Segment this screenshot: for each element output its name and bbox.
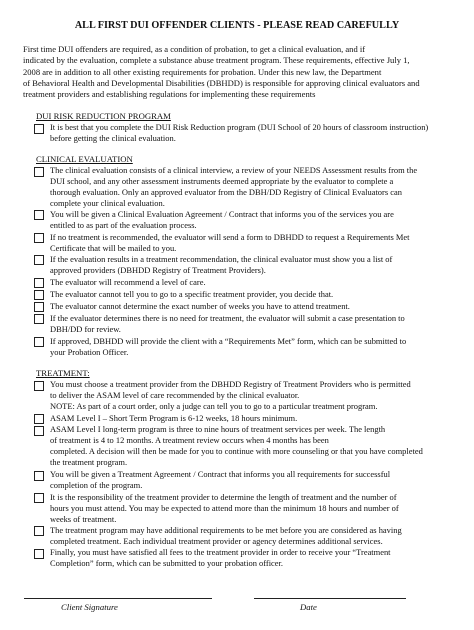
date-label: Date xyxy=(300,602,317,612)
checklist-item-text: The evaluator will recommend a level of care. xyxy=(50,277,206,287)
checkbox[interactable] xyxy=(34,124,44,134)
checklist-item-text: ASAM Level I long-term program is three to nine hours of treatment services per week. The length xyxy=(50,424,386,434)
checklist-item-text: complete your clinical evaluation. xyxy=(50,198,165,208)
checkbox[interactable] xyxy=(34,302,44,312)
intro-line: indicated by the evaluation, complete a substance abuse treatment program. These requirements, effective July 1, xyxy=(23,55,410,65)
checklist-item-text: The evaluator cannot tell you to go to a specific treatment provider, you decide that. xyxy=(50,289,334,299)
intro-line: of Behavioral Health and Developmental Disabilities (DBHDD) is responsible for approving clinical evaluators and xyxy=(23,78,420,88)
checkbox[interactable] xyxy=(34,471,44,481)
intro-line: treatment providers and establishing regulations for implementing these requirements xyxy=(23,89,316,99)
checklist-item-text: thorough evaluation. Only an approved evaluator from the DBH/DD Registry of Clinical Evaluators can xyxy=(50,187,402,197)
checklist-item-text: of treatment is 4 to 12 months. A treatment review occurs when 4 months has been xyxy=(50,435,329,445)
checklist-item-text: to deliver the ASAM level of care recommended by the clinical evaluator. xyxy=(50,390,300,400)
checkbox[interactable] xyxy=(34,290,44,300)
checklist-item-text: your Probation Officer. xyxy=(50,347,129,357)
checklist-item-text: approved providers (DBHDD Registry of Treatment Providers). xyxy=(50,265,266,275)
checklist-item-text: ASAM Level I – Short Term Program is 6-12 weeks, 18 hours minimum. xyxy=(50,413,298,423)
page-title: ALL FIRST DUI OFFENDER CLIENTS - PLEASE READ CAREFULLY xyxy=(74,20,400,31)
checklist-item-text: DBH/DD for review. xyxy=(50,324,121,334)
date-line[interactable] xyxy=(254,598,406,599)
checklist-item-text: It is best that you complete the DUI Risk Reduction program (DUI School of 20 hours of classroom instruction) xyxy=(50,122,429,132)
checkbox[interactable] xyxy=(34,278,44,288)
intro-line: First time DUI offenders are required, as a condition of probation, to get a clinical evaluation, and if xyxy=(23,44,366,54)
checklist-item-text: The clinical evaluation consists of a clinical interview, a review of your NEEDS Assessment results from the xyxy=(50,165,418,175)
checkbox[interactable] xyxy=(34,233,44,243)
intro-line: 2008 are in addition to all other existing requirements for probation. Under this new law, the Department xyxy=(23,67,382,77)
checklist-item-text: Completion” form, which can be submitted to your probation officer. xyxy=(50,558,283,568)
checkbox[interactable] xyxy=(34,337,44,347)
checklist-item-text: The evaluator cannot determine the exact number of weeks you have to attend treatment. xyxy=(50,301,350,311)
checklist-item-text: If approved, DBHDD will provide the client with a “Requirements Met” form, which can be submitted to xyxy=(50,336,407,346)
client-signature-line[interactable] xyxy=(24,598,212,599)
checklist-item-text: completed treatment. Each individual treatment provider or agency determines additional services. xyxy=(50,536,383,546)
checklist-item-text: Certificate that will be mailed to you. xyxy=(50,243,177,253)
section-heading-risk-reduction: DUI RISK REDUCTION PROGRAM xyxy=(36,111,171,121)
section-heading-clinical-evaluation: CLINICAL EVALUATION xyxy=(36,154,133,164)
checklist-item-text: If the evaluation results in a treatment recommendation, the clinical evaluator must show you a list of xyxy=(50,254,393,264)
checklist-item-text: Finally, you must have satisfied all fees to the treatment provider in order to receive your “Treatment xyxy=(50,547,391,557)
checkbox[interactable] xyxy=(34,493,44,503)
checklist-item-text: You will be given a Clinical Evaluation Agreement / Contract that informs you of the services you are xyxy=(50,209,394,219)
checklist-item-text: completion of the program. xyxy=(50,480,143,490)
checkbox[interactable] xyxy=(34,526,44,536)
checkbox[interactable] xyxy=(34,255,44,265)
checkbox[interactable] xyxy=(34,210,44,220)
checklist-item-text: DUI school, and any other assessment instruments deemed appropriate by the evaluator to complete a xyxy=(50,176,394,186)
checklist-item-text: weeks of treatment. xyxy=(50,514,117,524)
checklist-item-text: If no treatment is recommended, the evaluator will send a form to DBHDD to request a Requirements Met xyxy=(50,232,410,242)
checkbox[interactable] xyxy=(34,414,44,424)
checklist-item-text: The treatment program may have additional requirements to be met before you are considered as having xyxy=(50,525,402,535)
checklist-item-text: NOTE: As part of a court order, only a judge can tell you to go to a particular treatment program. xyxy=(50,401,378,411)
checklist-item-text: hours you must attend. You may be expected to attend more than the minimum 18 hours and number of xyxy=(50,503,399,513)
checklist-item-text: If the evaluator determines there is no need for treatment, the evaluator will submit a case presentation to xyxy=(50,313,405,323)
checkbox[interactable] xyxy=(34,381,44,391)
checkbox[interactable] xyxy=(34,426,44,436)
checklist-item-text: before getting the clinical evaluation. xyxy=(50,133,176,143)
client-signature-label: Client Signature xyxy=(61,602,118,612)
checklist-item-text: It is the responsibility of the treatment provider to determine the length of treatment and the number of xyxy=(50,492,397,502)
section-heading-treatment: TREATMENT: xyxy=(36,368,90,378)
checklist-item-text: entitled to as part of the evaluation process. xyxy=(50,220,197,230)
checklist-item-text: You will be given a Treatment Agreement / Contract that informs you all requirements for successful xyxy=(50,469,391,479)
checklist-item-text: the treatment program. xyxy=(50,457,128,467)
checklist-item-text: You must choose a treatment provider from the DBHDD Registry of Treatment Providers who is permitted xyxy=(50,379,411,389)
checklist-item-text: completed. A decision will then be made for you to continue with more counseling or that you have completed xyxy=(50,446,423,456)
checkbox[interactable] xyxy=(34,549,44,559)
checkbox[interactable] xyxy=(34,167,44,177)
checkbox[interactable] xyxy=(34,314,44,324)
